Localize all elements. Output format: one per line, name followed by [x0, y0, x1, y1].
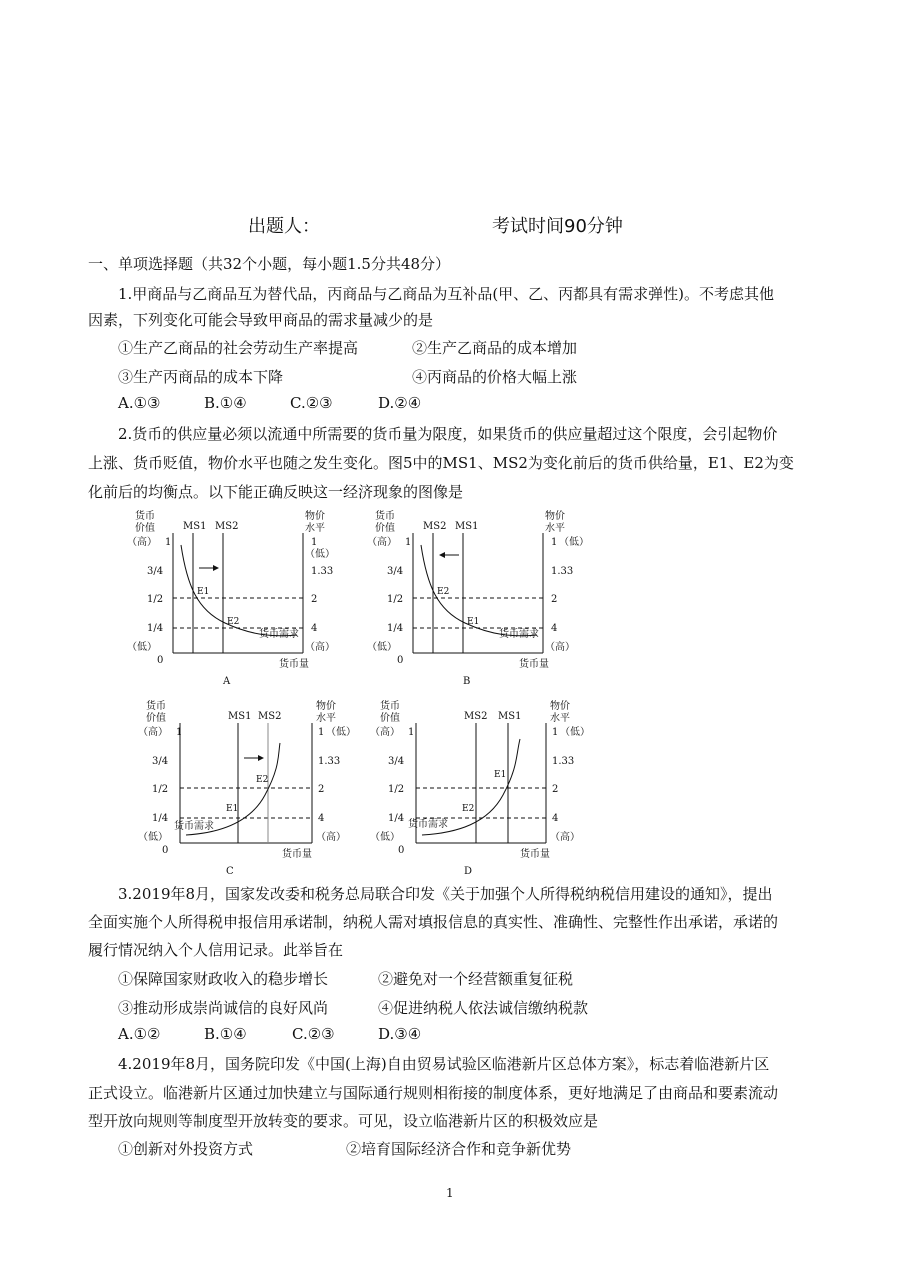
- q3-option-3: ③推动形成崇尚诚信的良好风尚: [118, 999, 329, 1017]
- chart-a-tick-1: 1: [165, 537, 172, 548]
- chart-a-ms1: MS1: [183, 521, 207, 532]
- chart-d: [358, 695, 623, 880]
- chart-b-tick-1: 1: [405, 537, 412, 548]
- q1-option-4: ④丙商品的价格大幅上涨: [412, 368, 578, 386]
- q4-stem-line1: 4.2019年8月，国务院印发《中国(上海)自由贸易试验区临港新片区总体方案》，标志着临港新片区: [118, 1055, 770, 1073]
- q3-option-2: ②避免对一个经营额重复征税: [378, 970, 574, 988]
- chart-d-demand: 货币需求: [408, 819, 448, 830]
- chart-c-high-right: （高）: [316, 832, 346, 843]
- chart-b-e1: E1: [467, 617, 480, 627]
- chart-a-tick-14: 1/4: [147, 623, 164, 634]
- q1-option-1: ①生产乙商品的社会劳动生产率提高: [118, 339, 359, 357]
- chart-c-low-right: （低）: [326, 727, 356, 738]
- chart-b-xlabel: 货币量: [519, 659, 549, 670]
- chart-b-high: （高）: [367, 537, 397, 548]
- chart-d-e1: E1: [494, 770, 507, 780]
- chart-a-high: （高）: [127, 537, 157, 548]
- setter-label: 出题人：: [248, 216, 320, 237]
- chart-c-rlabel-2: 水平: [316, 713, 336, 724]
- q3-choice-b: B.①④: [204, 1025, 247, 1043]
- chart-a-label: A: [223, 676, 231, 687]
- chart-a-low-right: （低）: [305, 549, 335, 560]
- chart-a-ylabel-2: 价值: [135, 523, 155, 534]
- q3-option-4: ④促进纳税人依法诚信缴纳税款: [378, 999, 589, 1017]
- chart-c-high: （高）: [138, 727, 168, 738]
- chart-a-tick-12: 1/2: [147, 594, 164, 605]
- chart-c-r-1: 1: [318, 727, 325, 738]
- chart-c-r-4: 4: [318, 813, 325, 824]
- chart-b-r-133: 1.33: [551, 566, 574, 577]
- chart-d-r-133: 1.33: [552, 756, 575, 767]
- q3-option-1: ①保障国家财政收入的稳步增长: [118, 970, 329, 988]
- chart-b-ylabel-1: 货币: [375, 511, 395, 522]
- chart-d-low-right: （低）: [560, 727, 590, 738]
- q1-choice-c: C.②③: [290, 394, 333, 412]
- chart-d-r-4: 4: [552, 813, 559, 824]
- chart-d-e2: E2: [462, 804, 475, 814]
- chart-d-tick-12: 1/2: [388, 784, 405, 795]
- chart-a-xlabel: 货币量: [279, 659, 309, 670]
- chart-c-low: （低）: [138, 832, 168, 843]
- q1-choice-b: B.①④: [204, 394, 247, 412]
- chart-a-ylabel-1: 货币: [135, 511, 155, 522]
- chart-b-label: B: [463, 676, 471, 687]
- chart-d-ylabel-2: 价值: [380, 713, 400, 724]
- q3-choice-c: C.②③: [292, 1025, 335, 1043]
- chart-c-r-2: 2: [318, 784, 325, 795]
- chart-c-tick-12: 1/2: [152, 784, 169, 795]
- q4-option-2: ②培育国际经济合作和竞争新优势: [346, 1140, 572, 1158]
- q1-stem-line2: 因素，下列变化可能会导致甲商品的需求量减少的是: [88, 311, 434, 329]
- chart-c-ms2: MS2: [258, 711, 282, 722]
- q3-choice-a: A.①②: [118, 1025, 161, 1043]
- chart-b-r-1: 1: [551, 537, 558, 548]
- chart-a-r-1: 1: [311, 537, 318, 548]
- section-heading: 一、单项选择题（共32个小题，每小题1.5分共48分）: [88, 255, 451, 273]
- chart-d-origin: 0: [398, 845, 405, 856]
- page-number: 1: [446, 1186, 454, 1200]
- chart-b-low-right: （低）: [559, 537, 589, 548]
- chart-c-ylabel-2: 价值: [146, 713, 166, 724]
- chart-b-ms2: MS2: [423, 521, 447, 532]
- chart-b-tick-34: 3/4: [387, 566, 404, 577]
- chart-d-label: D: [464, 866, 473, 877]
- q3-choice-d: D.③④: [378, 1025, 422, 1043]
- chart-a-demand: 货币需求: [259, 629, 299, 640]
- chart-a-high-right: （高）: [305, 642, 335, 653]
- chart-c-e1: E1: [226, 804, 239, 814]
- chart-c-tick-34: 3/4: [152, 756, 169, 767]
- chart-b-origin: 0: [397, 655, 404, 666]
- chart-d-high-right: （高）: [550, 832, 580, 843]
- chart-a-r-2: 2: [311, 594, 318, 605]
- chart-c-tick-14: 1/4: [152, 813, 169, 824]
- chart-b-ms1: MS1: [455, 521, 479, 532]
- q4-stem-line2: 正式设立。临港新片区通过加快建立与国际通行规则相衔接的制度体系，更好地满足了由商品和要素流动: [88, 1084, 779, 1102]
- chart-d-high: （高）: [370, 727, 400, 738]
- q3-stem-line1: 3.2019年8月，国家发改委和税务总局联合印发《关于加强个人所得税纳税信用建设的通知》，提出: [118, 885, 773, 903]
- chart-c-ylabel-1: 货币: [146, 701, 166, 712]
- chart-d-rlabel-2: 水平: [550, 713, 570, 724]
- chart-d-xlabel: 货币量: [520, 849, 550, 860]
- chart-b-tick-14: 1/4: [387, 623, 404, 634]
- chart-a-rlabel-2: 水平: [305, 523, 325, 534]
- chart-b-e2: E2: [437, 587, 450, 597]
- q1-option-3: ③生产丙商品的成本下降: [118, 368, 284, 386]
- chart-b-demand: 货币需求: [499, 629, 539, 640]
- chart-a-ms2: MS2: [215, 521, 239, 532]
- q3-stem-line3: 履行情况纳入个人信用记录。此举旨在: [88, 941, 344, 959]
- chart-c-tick-1: 1: [176, 727, 183, 738]
- chart-a-r-133: 1.33: [311, 566, 334, 577]
- exam-time: 考试时间90分钟: [492, 216, 623, 237]
- chart-b-tick-12: 1/2: [387, 594, 404, 605]
- q1-choice-a: A.①③: [118, 394, 161, 412]
- chart-a-rlabel-1: 物价: [305, 511, 325, 522]
- chart-c-demand: 货币需求: [174, 821, 214, 832]
- chart-a-origin: 0: [157, 655, 164, 666]
- chart-b-r-2: 2: [551, 594, 558, 605]
- chart-d-r-1: 1: [552, 727, 559, 738]
- chart-b-rlabel-1: 物价: [545, 511, 565, 522]
- chart-c-ms1: MS1: [228, 711, 252, 722]
- chart-d-ms2: MS2: [464, 711, 488, 722]
- q1-stem-line1: 1.甲商品与乙商品互为替代品，丙商品与乙商品为互补品(甲、乙、丙都具有需求弹性)。不考虑其他: [118, 285, 775, 303]
- q3-stem-line2: 全面实施个人所得税申报信用承诺制，纳税人需对填报信息的真实性、准确性、完整性作出承诺，承诺的: [88, 913, 779, 931]
- q2-stem-line1: 2.货币的供应量必须以流通中所需要的货币量为限度，如果货币的供应量超过这个限度，会引起物价: [118, 425, 778, 443]
- chart-d-rlabel-1: 物价: [550, 701, 570, 712]
- chart-d-ylabel-1: 货币: [380, 701, 400, 712]
- chart-b-rlabel-2: 水平: [545, 523, 565, 534]
- q1-choice-d: D.②④: [378, 394, 422, 412]
- q4-stem-line3: 型开放向规则等制度型开放转变的要求。可见，设立临港新片区的积极效应是: [88, 1112, 599, 1130]
- chart-c-e2: E2: [256, 775, 269, 785]
- chart-d-ms1: MS1: [498, 711, 522, 722]
- chart-c: [130, 695, 390, 880]
- chart-d-tick-1: 1: [408, 727, 415, 738]
- chart-d-low: （低）: [370, 832, 400, 843]
- chart-a-tick-34: 3/4: [147, 566, 164, 577]
- chart-d-tick-14: 1/4: [388, 813, 405, 824]
- chart-c-r-133: 1.33: [318, 756, 341, 767]
- q4-option-1: ①创新对外投资方式: [118, 1140, 254, 1158]
- chart-c-xlabel: 货币量: [282, 849, 312, 860]
- chart-a-e2: E2: [227, 617, 240, 627]
- chart-a-e1: E1: [197, 587, 210, 597]
- chart-d-tick-34: 3/4: [388, 756, 405, 767]
- chart-c-label: C: [226, 866, 234, 877]
- q1-option-2: ②生产乙商品的成本增加: [412, 339, 578, 357]
- chart-a: [115, 505, 380, 690]
- chart-b-low: （低）: [367, 642, 397, 653]
- chart-c-origin: 0: [162, 845, 169, 856]
- q2-stem-line3: 化前后的均衡点。以下能正确反映这一经济现象的图像是: [88, 483, 464, 501]
- chart-b-r-4: 4: [551, 623, 558, 634]
- chart-a-low: （低）: [127, 642, 157, 653]
- chart-d-r-2: 2: [552, 784, 559, 795]
- chart-b: [355, 505, 620, 690]
- q2-stem-line2: 上涨、货币贬值，物价水平也随之发生变化。图5中的MS1、MS2为变化前后的货币供给量，E1、E2为变: [88, 454, 794, 472]
- chart-b-high-right: （高）: [545, 642, 575, 653]
- chart-a-r-4: 4: [311, 623, 318, 634]
- chart-b-ylabel-2: 价值: [375, 523, 395, 534]
- chart-c-rlabel-1: 物价: [316, 701, 336, 712]
